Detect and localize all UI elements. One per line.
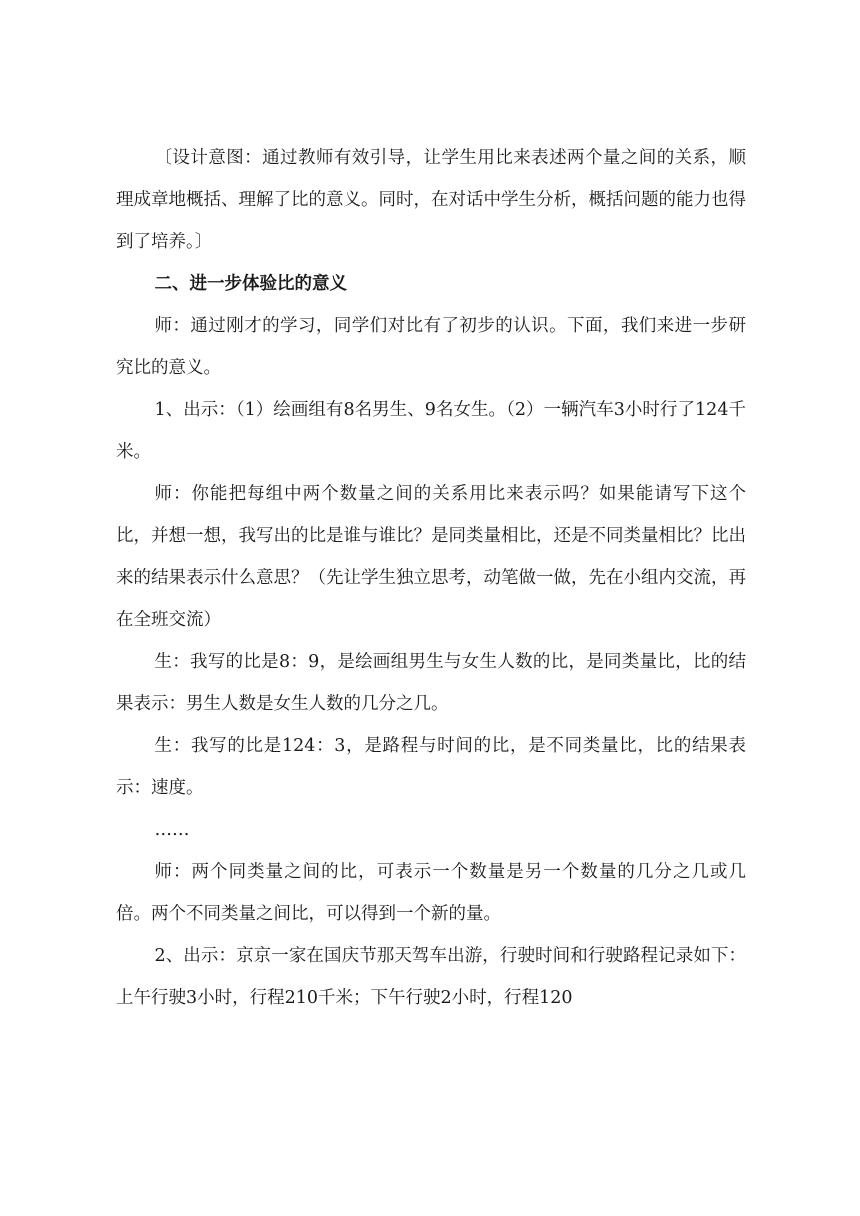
student-answer-1-paragraph: 生：我写的比是8：9，是绘画组男生与女生人数的比，是同类量比，比的结果表示：男生人数是女生人数的几分之几。	[116, 652, 746, 714]
teacher-question-paragraph: 师：你能把每组中两个数量之间的关系用比来表示吗？如果能请写下这个比，并想一想，我写出的比是谁与谁比？是同类量相比，还是不同类量相比？比出来的结果表示什么意思？（先让学生独立思考，动笔做一做，先在小组内交流，再在全班交流）	[116, 484, 746, 630]
document-page	[116, 137, 746, 1019]
student-answer-2-paragraph: 生：我写的比是124：3，是路程与时间的比，是不同类量比，比的结果表示：速度。	[116, 736, 746, 798]
teacher-summary-paragraph: 师：两个同类量之间的比，可表示一个数量是另一个数量的几分之几或几倍。两个不同类量之间比，可以得到一个新的量。	[116, 862, 746, 924]
ellipsis-paragraph: ……	[154, 820, 190, 840]
teacher-intro-paragraph: 师：通过刚才的学习，同学们对比有了初步的认识。下面，我们来进一步研究比的意义。	[116, 316, 746, 378]
exercise-1-paragraph: 1、出示：（1）绘画组有8名男生、9名女生。（2）一辆汽车3小时行了124千米。	[116, 400, 746, 462]
exercise-2-paragraph: 2、出示：京京一家在国庆节那天驾车出游，行驶时间和行驶路程记录如下：上午行驶3小时，行程210千米；下午行驶2小时，行程120	[116, 946, 746, 1008]
design-intent-paragraph: 〔设计意图：通过教师有效引导，让学生用比来表述两个量之间的关系，顺理成章地概括、理解了比的意义。同时，在对话中学生分析，概括问题的能力也得到了培养。〕	[116, 148, 746, 252]
section-heading: 二、进一步体验比的意义	[154, 274, 347, 294]
